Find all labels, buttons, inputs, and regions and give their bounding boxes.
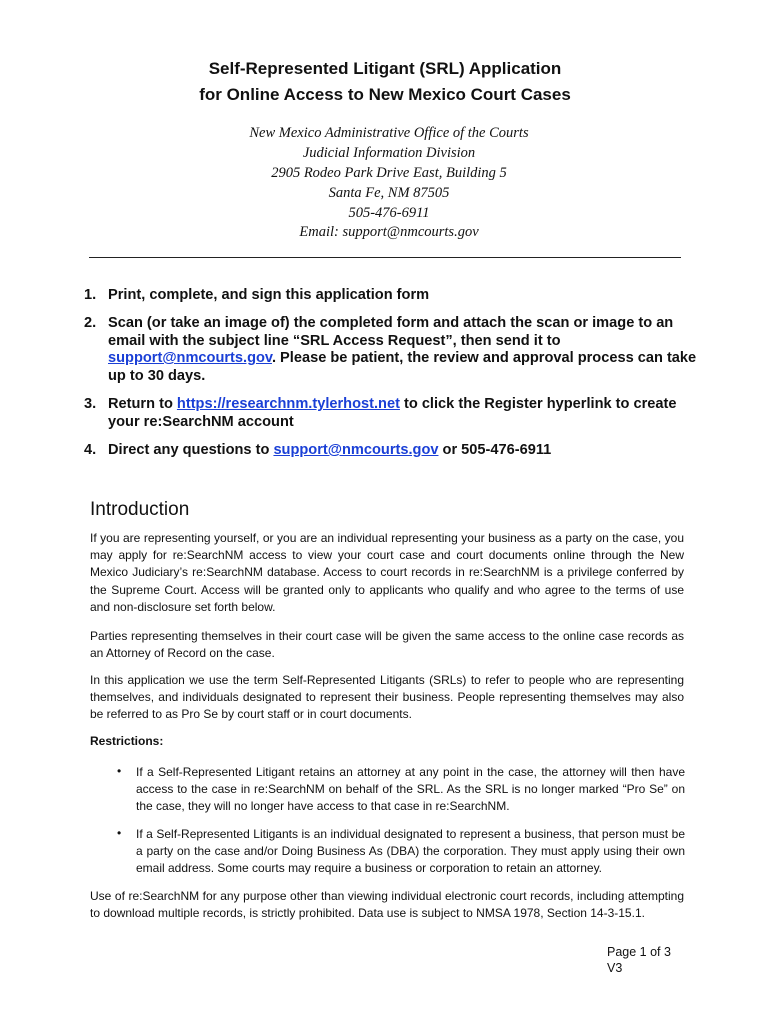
address-line-2: Judicial Information Division [302, 145, 476, 161]
restriction-item-2: If a Self-Represented Litigants is an individual designated to represent a business, that person must be a party on the case and/or Doing Business As (DBA) the corporation. They must apply using their own email address. Some courts may require a business or corporation to retain an attorney. [136, 827, 685, 876]
restrictions-label: Restrictions: [90, 734, 164, 748]
restriction-item-1: If a Self-Represented Litigant retains an attorney at any point in the case, the attorney will then have access to the case in re:SearchNM on behalf of the SRL. As the SRL is no longer marked “Pro Se” on the case, they will no longer have access to that case in re:SearchNM. [136, 765, 685, 814]
step-2-text [108, 315, 698, 385]
page-number: Page 1 of 3 [607, 945, 671, 959]
step-1-text: Print, complete, and sign this application form [108, 287, 430, 303]
step-3-text-a: Return to [108, 396, 177, 412]
step-3-text-b: to click the Register hyperlink to create your re:SearchNM account [108, 396, 677, 430]
bullet-icon: • [117, 826, 122, 840]
step-3-number: 3. [84, 396, 97, 412]
address-email-line: Email: support@nmcourts.gov [299, 224, 479, 240]
page-title-line-1: Self-Represented Litigant (SRL) Application [208, 59, 562, 78]
step-2-text-a: Scan (or take an image of) the completed form and attach the scan or image to an email with the subject line “SRL Access Request”, then send it to [108, 315, 674, 349]
introduction-heading: Introduction [90, 499, 190, 520]
step-3-text [108, 396, 698, 431]
step-4-text-b: or 505-476-6911 [438, 442, 552, 458]
address-line-5: 505-476-6911 [348, 205, 430, 221]
support-email-link[interactable]: support@nmcourts.gov [108, 350, 272, 366]
research-nm-link[interactable]: https://researchnm.tylerhost.net [176, 396, 400, 412]
step-2-number: 2. [84, 315, 97, 331]
step-4-text-a: Direct any questions to [108, 442, 274, 458]
address-line-1: New Mexico Administrative Office of the Courts [249, 125, 529, 141]
bullet-icon: • [117, 764, 122, 778]
header-divider [89, 257, 681, 258]
address-line-3: 2905 Rodeo Park Drive East, Building 5 [271, 165, 507, 181]
step-4-number: 4. [84, 442, 97, 458]
usage-paragraph: Use of re:SearchNM for any purpose other than viewing individual electronic court records, including attempting to download multiple records, is strictly prohibited. Data use is subject to NMSA 1978, Section 14-3-15.1. [90, 889, 684, 921]
page-title-line-2: for Online Access to New Mexico Court Cases [199, 85, 571, 104]
intro-paragraph-1: If you are representing yourself, or you are an individual representing your business as a party on the case, you may apply for re:SearchNM access to view your court case and court documents online through the New Mexico Judiciary’s re:SearchNM database. Access to court records in re:SearchNM is a privilege conferred by the Supreme Court. Access will be granted only to applicants who qualify and who agree to the terms of use and non-disclosure set forth below. [90, 531, 684, 614]
step-1-number: 1. [84, 287, 97, 303]
address-line-4: Santa Fe, NM 87505 [328, 185, 450, 201]
intro-paragraph-2: Parties representing themselves in their court case will be given the same access to the online case records as an Attorney of Record on the case. [90, 629, 684, 661]
step-2-text-b: . Please be patient, the review and approval process can take up to 30 days. [108, 350, 697, 384]
version-label: V3 [607, 961, 623, 975]
support-email-link-2[interactable]: support@nmcourts.gov [273, 442, 439, 458]
intro-paragraph-3: In this application we use the term Self-Represented Litigants (SRLs) to refer to people who are representing themselves, and individuals designated to represent their business. People representing themselves may also be referred to as Pro Se by court staff or in court documents. [90, 673, 684, 722]
step-4-text [108, 442, 698, 460]
